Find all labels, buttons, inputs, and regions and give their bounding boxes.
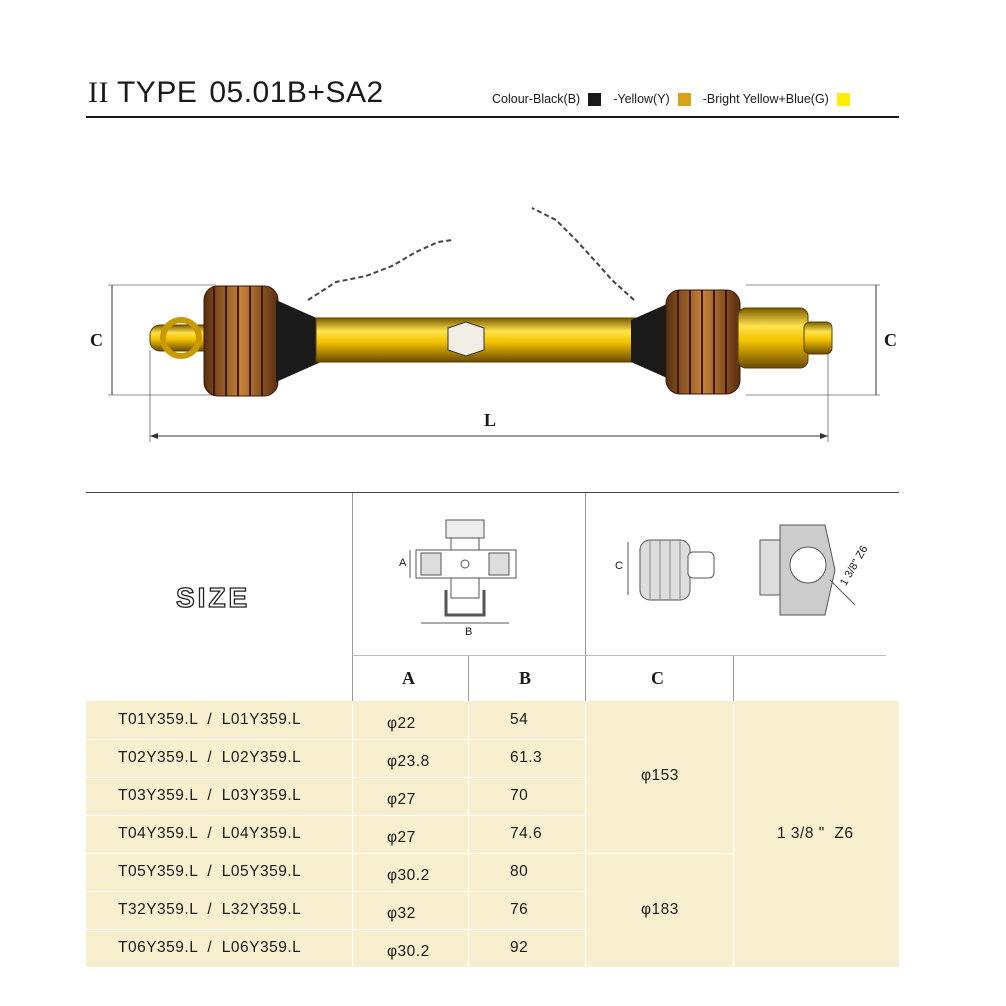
colour-legend <box>492 92 862 106</box>
row-4-model: T04Y359.L / L04Y359.L <box>118 825 302 842</box>
row-2-b: 61.3 <box>510 749 543 766</box>
c-group-1: φ153 <box>641 767 679 784</box>
colour-black-label: Colour-Black(B) <box>492 92 581 106</box>
row-3-a: φ27 <box>387 791 416 808</box>
row-2-a: φ23.8 <box>387 753 430 770</box>
row-4-b: 74.6 <box>510 825 543 842</box>
row-5-b: 80 <box>510 863 529 880</box>
row-1-a: φ22 <box>387 715 416 732</box>
col-line-3 <box>585 701 586 967</box>
colour-bright-yellow-swatch <box>837 93 850 106</box>
cover-and-spline-diagram <box>620 520 880 620</box>
colour-bright-yellow-label: -Bright Yellow+Blue(G) <box>702 92 829 106</box>
dim-l: L <box>484 410 497 430</box>
table-top-rule <box>86 492 899 493</box>
spline-spec: 1 3/8 " Z6 <box>777 825 854 842</box>
col-line-2 <box>468 701 469 967</box>
cross-journal-diagram <box>396 515 536 640</box>
row-1-model: T01Y359.L / L01Y359.L <box>118 711 302 728</box>
row-5-a: φ30.2 <box>387 867 430 884</box>
row-6-a: φ32 <box>387 905 416 922</box>
type-code: 05.01B+SA2 <box>209 76 384 109</box>
dim-c-right: C <box>884 330 897 350</box>
colour-black <box>492 92 601 106</box>
page-title <box>88 76 384 110</box>
row-6-model: T32Y359.L / L32Y359.L <box>118 901 302 918</box>
colour-bright-yellow <box>703 92 850 106</box>
row-line-5 <box>86 891 585 892</box>
col-header-c: C <box>651 668 664 688</box>
row-line-4 <box>86 853 733 854</box>
row-7-a: φ30.2 <box>387 943 430 960</box>
col-line-1 <box>352 701 353 967</box>
cross-a-label: A <box>399 557 407 569</box>
row-5-model: T05Y359.L / L05Y359.L <box>118 863 302 880</box>
colour-yellow-swatch <box>678 93 691 106</box>
col-header-b: B <box>519 668 532 688</box>
row-line-6 <box>86 929 585 930</box>
row-6-b: 76 <box>510 901 529 918</box>
type-word: TYPE <box>116 76 198 109</box>
colour-yellow-label: -Yellow(Y) <box>613 92 670 106</box>
col-header-a: A <box>402 668 415 688</box>
col-line-4 <box>733 701 734 967</box>
cross-b-label: B <box>465 626 473 638</box>
dim-c-left: C <box>90 330 103 350</box>
cover-c-label: C <box>615 560 623 572</box>
size-heading: SIZE <box>176 582 251 613</box>
type-roman-numeral: II <box>88 76 109 109</box>
header-rule-mid <box>352 655 886 656</box>
row-3-b: 70 <box>510 787 529 804</box>
row-3-model: T03Y359.L / L03Y359.L <box>118 787 302 804</box>
divider-4 <box>733 655 734 701</box>
divider-1 <box>352 493 353 701</box>
divider-2 <box>585 493 586 701</box>
row-line-1 <box>86 739 585 740</box>
colour-black-swatch <box>588 93 601 106</box>
row-4-a: φ27 <box>387 829 416 846</box>
divider-3 <box>468 655 469 701</box>
row-7-b: 92 <box>510 939 529 956</box>
c-group-2: φ183 <box>641 901 679 918</box>
row-line-2 <box>86 777 585 778</box>
header-rule <box>86 116 899 118</box>
spline-diagram-label: 1 3/8" Z6 <box>838 543 871 588</box>
row-line-3 <box>86 815 585 816</box>
row-1-b: 54 <box>510 711 529 728</box>
row-2-model: T02Y359.L / L02Y359.L <box>118 749 302 766</box>
colour-yellow <box>613 92 691 106</box>
row-7-model: T06Y359.L / L06Y359.L <box>118 939 302 956</box>
